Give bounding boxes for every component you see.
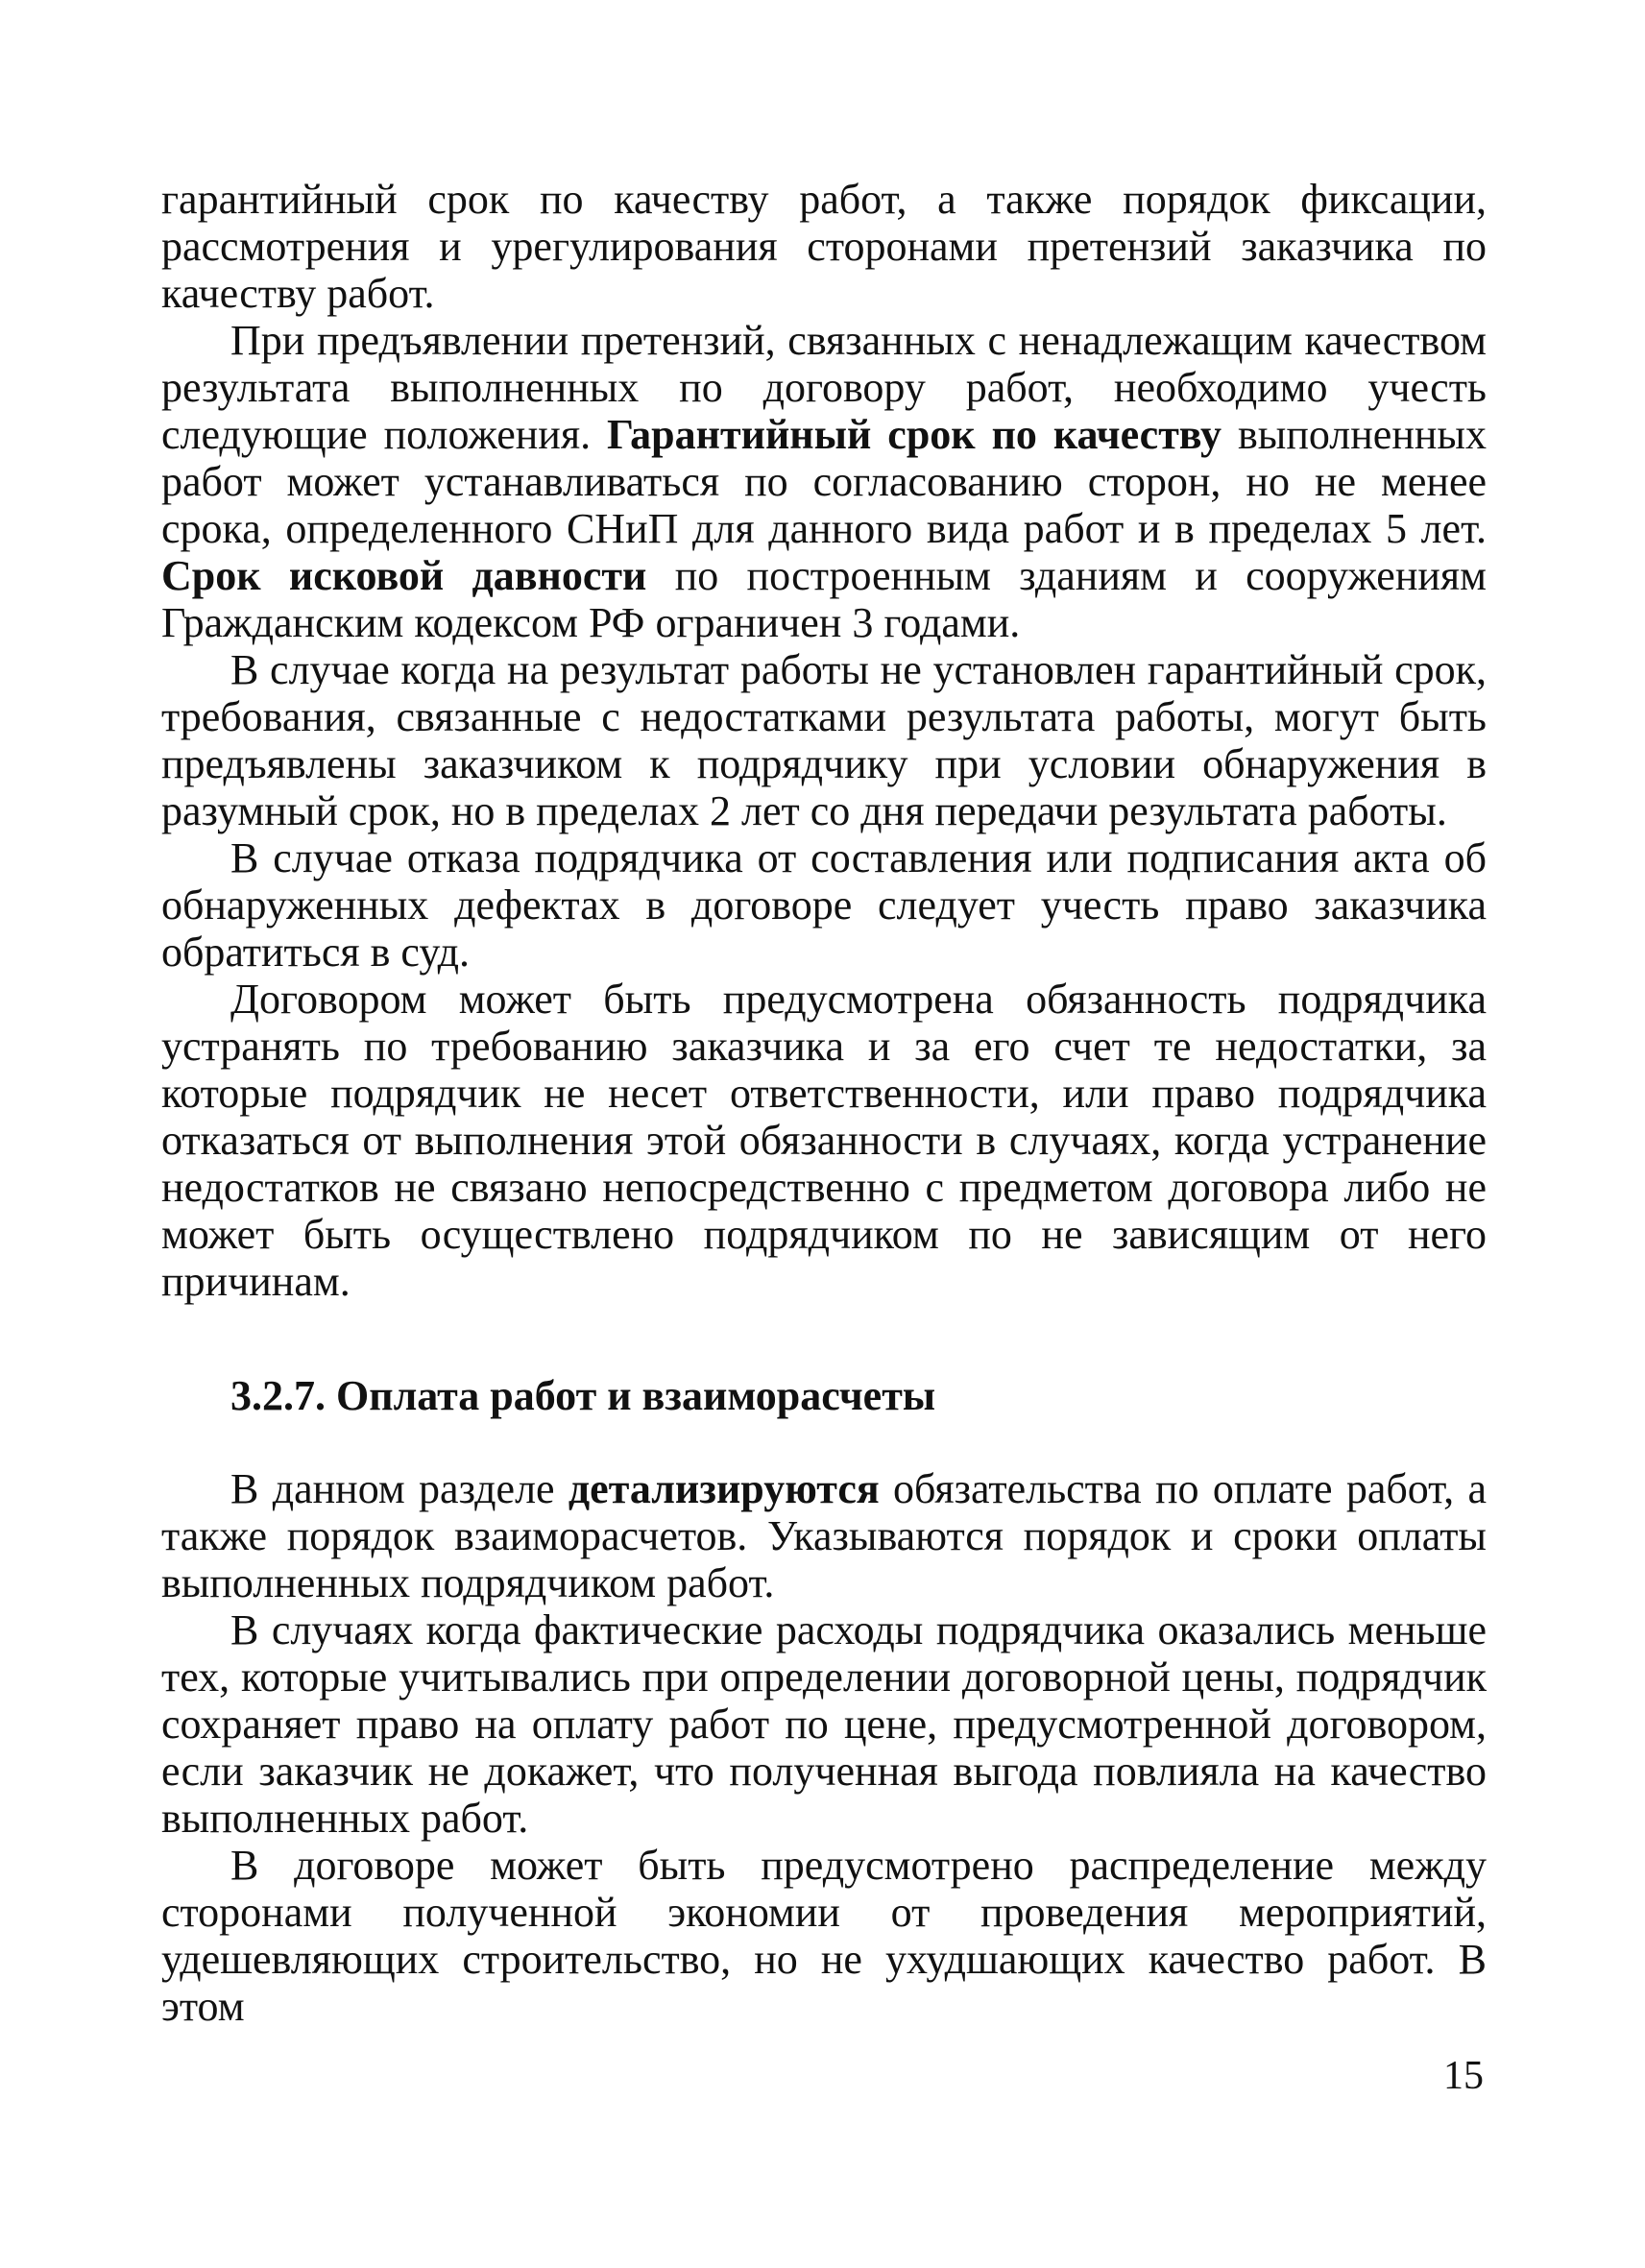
section-heading: 3.2.7. Оплата работ и взаиморасчеты bbox=[230, 1372, 936, 1419]
document-page bbox=[161, 176, 1487, 2030]
text-run: В данном разделе bbox=[230, 1465, 568, 1512]
text-run: гарантийный срок по качеству работ, а также порядок фиксации, рассмотрения и урегулирования сторонами претензий заказчика по качеству работ. bbox=[161, 176, 1487, 317]
bold-term: детализируются bbox=[568, 1465, 880, 1512]
paragraph bbox=[161, 646, 1487, 834]
paragraph bbox=[161, 317, 1487, 646]
paragraph bbox=[161, 1606, 1487, 1842]
body-text-after-heading bbox=[161, 1465, 1487, 2030]
bold-term: Гарантийный срок по качеству bbox=[607, 411, 1222, 458]
text-run: В случаях когда фактические расходы подрядчика оказались меньше тех, которые учитывались при определении договорной цены, подрядчик сохраняет право на оплату работ по цене, предусмотренной договором, если заказчик не докажет, что полученная выгода повлияла на качество выполненных работ. bbox=[161, 1606, 1487, 1842]
text-run: обязательства по оплате работ, а также порядок взаиморасчетов. Указываются порядок и сроки оплаты выполненных подрядчиком работ. bbox=[161, 1465, 1487, 1606]
paragraph bbox=[161, 834, 1487, 976]
text-run: Договором может быть предусмотрена обязанность подрядчика устранять по требованию заказчика и за его счет те недостатки, за которые подрядчик не несет ответственности, или право подрядчика отказаться от выполнения этой обязанности в случаях, когда устранение недостатков не связано непосредственно с предметом договора либо не может быть осуществлено подрядчиком по не зависящим от него причинам. bbox=[161, 976, 1487, 1305]
page-number: 15 bbox=[1443, 2054, 1484, 2098]
paragraph bbox=[161, 176, 1487, 317]
text-run: При предъявлении претензий, связанных с ненадлежащим качеством результата выполненных по договору работ, необходимо учесть следующие положения. bbox=[161, 317, 1487, 458]
paragraph bbox=[161, 976, 1487, 1305]
text-run: по построенным зданиям и сооружениям Гражданским кодексом РФ ограничен 3 годами. bbox=[161, 552, 1487, 646]
text-run: В случае отказа подрядчика от составления или подписания акта об обнаруженных дефектах в договоре следует учесть право заказчика обратиться в суд. bbox=[161, 834, 1487, 976]
bold-term: Срок исковой давности bbox=[161, 552, 647, 599]
paragraph bbox=[161, 1842, 1487, 2030]
text-run: В случае когда на результат работы не установлен гарантийный срок, требования, связанные с недостатками результата работы, могут быть предъявлены заказчиком к подрядчику при условии обнаружения в разумный срок, но в пределах 2 лет со дня передачи результата работы. bbox=[161, 646, 1487, 834]
text-run: В договоре может быть предусмотрено распределение между сторонами полученной экономии от проведения мероприятий, удешевляющих строительство, но не ухудшающих качество работ. В этом bbox=[161, 1842, 1487, 2030]
paragraph bbox=[161, 1465, 1487, 1606]
text-run: выполненных работ может устанавливаться по согласованию сторон, но не менее срока, определенного СНиП для данного вида работ и в пределах 5 лет. bbox=[161, 411, 1487, 552]
body-text-before-heading bbox=[161, 176, 1487, 1305]
